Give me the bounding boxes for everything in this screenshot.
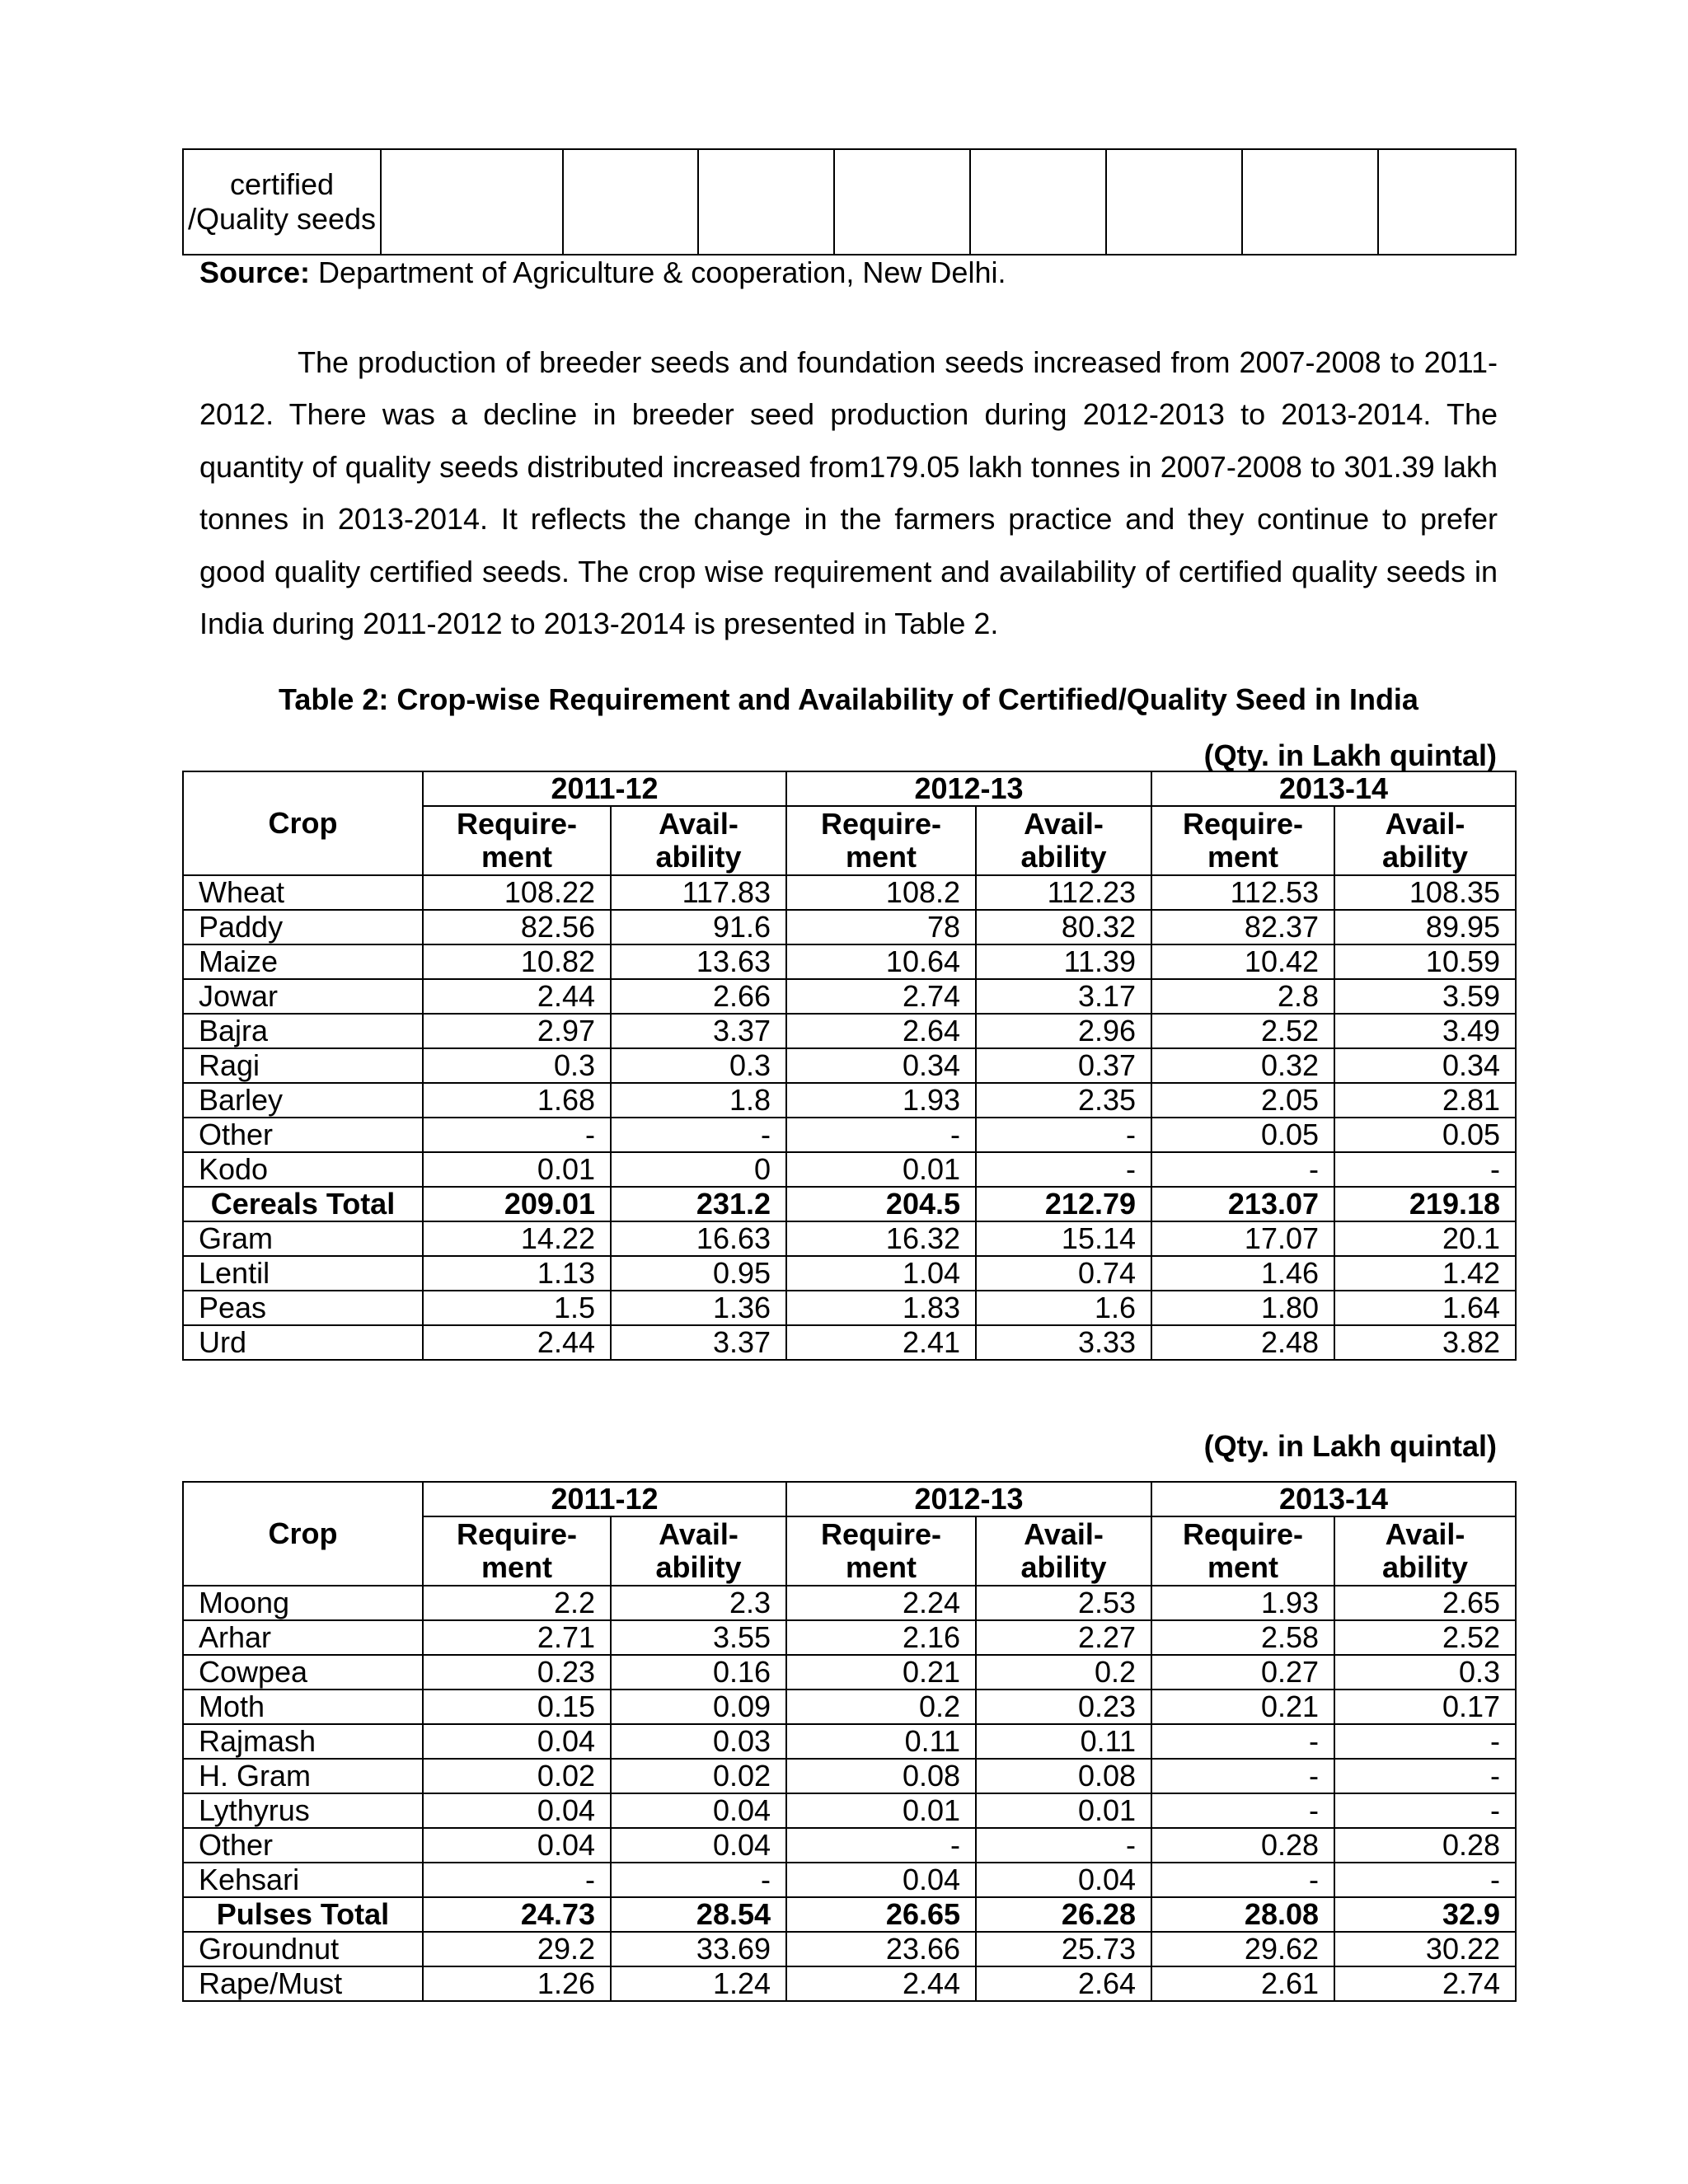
crop-name-cell: Groundnut [183, 1932, 423, 1966]
value-cell: 3.33 [976, 1325, 1151, 1360]
crop-name-cell: Lythyrus [183, 1793, 423, 1828]
value-cell: 1.13 [423, 1256, 611, 1291]
value-cell: 3.55 [611, 1620, 786, 1655]
crop-name-cell: Moth [183, 1690, 423, 1724]
table-row [183, 1083, 1516, 1118]
value-cell: 212.79 [976, 1187, 1151, 1221]
value-cell: 2.64 [786, 1014, 976, 1048]
table-row [183, 1724, 1516, 1759]
table-row [183, 1586, 1516, 1620]
value-cell: 0.01 [786, 1152, 976, 1187]
value-cell: 213.07 [1151, 1187, 1334, 1221]
value-cell: 0.3 [423, 1048, 611, 1083]
value-cell: 2.64 [976, 1966, 1151, 2001]
availability-header: Avail- ability [611, 1516, 786, 1586]
value-cell: 0.04 [611, 1828, 786, 1863]
value-cell: 2.61 [1151, 1966, 1334, 2001]
value-cell: - [1334, 1793, 1516, 1828]
value-cell: 30.22 [1334, 1932, 1516, 1966]
crop-name-cell: Other [183, 1118, 423, 1152]
value-cell: 0.08 [786, 1759, 976, 1793]
value-cell: 0.15 [423, 1690, 611, 1724]
value-cell: 0.05 [1151, 1118, 1334, 1152]
value-cell: - [1334, 1863, 1516, 1897]
value-cell: 0.01 [423, 1152, 611, 1187]
value-cell: 0.27 [1151, 1655, 1334, 1690]
table-row [183, 979, 1516, 1014]
value-cell: 0.28 [1334, 1828, 1516, 1863]
value-cell: 28.54 [611, 1897, 786, 1932]
value-cell: - [1151, 1724, 1334, 1759]
value-cell: 0.02 [611, 1759, 786, 1793]
value-cell: 91.6 [611, 910, 786, 944]
value-cell: 0.08 [976, 1759, 1151, 1793]
value-cell: 82.37 [1151, 910, 1334, 944]
value-cell: 28.08 [1151, 1897, 1334, 1932]
value-cell: 0.2 [786, 1690, 976, 1724]
crop-name-cell: Rajmash [183, 1724, 423, 1759]
crop-name-cell: Kehsari [183, 1863, 423, 1897]
value-cell: 1.42 [1334, 1256, 1516, 1291]
crop-name-cell: Lentil [183, 1256, 423, 1291]
value-cell: 0.09 [611, 1690, 786, 1724]
continuation-table [182, 148, 1517, 255]
value-cell: 0.04 [611, 1793, 786, 1828]
value-cell: 0.04 [423, 1793, 611, 1828]
value-cell: 20.1 [1334, 1221, 1516, 1256]
value-cell: 15.14 [976, 1221, 1151, 1256]
value-cell: 29.62 [1151, 1932, 1334, 1966]
crop-name-cell: Jowar [183, 979, 423, 1014]
table-row [183, 1932, 1516, 1966]
value-cell: 2.53 [976, 1586, 1151, 1620]
value-cell: 2.3 [611, 1586, 786, 1620]
value-cell: 2.41 [786, 1325, 976, 1360]
value-cell: 80.32 [976, 910, 1151, 944]
requirement-header: Require- ment [1151, 1516, 1334, 1586]
source-text: Department of Agriculture & cooperation, New Delhi. [310, 255, 1006, 289]
value-cell: 10.59 [1334, 944, 1516, 979]
value-cell: 24.73 [423, 1897, 611, 1932]
value-cell: - [1334, 1759, 1516, 1793]
value-cell: 0.74 [976, 1256, 1151, 1291]
value-cell: 2.71 [423, 1620, 611, 1655]
value-cell: 204.5 [786, 1187, 976, 1221]
value-cell: 0.01 [786, 1793, 976, 1828]
value-cell: 1.68 [423, 1083, 611, 1118]
value-cell: 0.01 [976, 1793, 1151, 1828]
table-row [183, 1620, 1516, 1655]
value-cell: - [611, 1118, 786, 1152]
value-cell: - [976, 1152, 1151, 1187]
value-cell: 2.74 [1334, 1966, 1516, 2001]
value-cell: 17.07 [1151, 1221, 1334, 1256]
availability-header: Avail- ability [1334, 806, 1516, 875]
value-cell: 0.04 [786, 1863, 976, 1897]
value-cell: 2.16 [786, 1620, 976, 1655]
value-cell: 2.48 [1151, 1325, 1334, 1360]
value-cell: 0.04 [423, 1724, 611, 1759]
value-cell: 0.17 [1334, 1690, 1516, 1724]
value-cell: 10.64 [786, 944, 976, 979]
crop-name-cell: H. Gram [183, 1759, 423, 1793]
value-cell: 108.35 [1334, 875, 1516, 910]
value-cell: 112.53 [1151, 875, 1334, 910]
value-cell: 82.56 [423, 910, 611, 944]
value-cell: 0.95 [611, 1256, 786, 1291]
table-row [183, 1048, 1516, 1083]
value-cell: 2.44 [423, 1325, 611, 1360]
value-cell: 209.01 [423, 1187, 611, 1221]
value-cell: 2.65 [1334, 1586, 1516, 1620]
value-cell: 0.21 [1151, 1690, 1334, 1724]
value-cell: 1.64 [1334, 1291, 1516, 1325]
value-cell: - [1151, 1793, 1334, 1828]
crop-name-cell: Gram [183, 1221, 423, 1256]
crop-name-cell: Other [183, 1828, 423, 1863]
value-cell: 89.95 [1334, 910, 1516, 944]
value-cell: 2.35 [976, 1083, 1151, 1118]
value-cell: - [423, 1863, 611, 1897]
table-row [183, 1014, 1516, 1048]
value-cell: 117.83 [611, 875, 786, 910]
crop-name-cell: Rape/Must [183, 1966, 423, 2001]
value-cell: 2.58 [1151, 1620, 1334, 1655]
source-note [199, 255, 1006, 290]
table-row [183, 1152, 1516, 1187]
value-cell: 1.26 [423, 1966, 611, 2001]
value-cell: 2.44 [786, 1966, 976, 2001]
value-cell: 1.80 [1151, 1291, 1334, 1325]
value-cell: 0.03 [611, 1724, 786, 1759]
value-cell: 2.2 [423, 1586, 611, 1620]
value-cell: 0 [611, 1152, 786, 1187]
crop-name-cell: Arhar [183, 1620, 423, 1655]
value-cell: 16.32 [786, 1221, 976, 1256]
value-cell: 1.83 [786, 1291, 976, 1325]
crop-name-cell: Peas [183, 1291, 423, 1325]
header-row-years [183, 771, 1516, 806]
crop-name-cell: Ragi [183, 1048, 423, 1083]
value-cell: 78 [786, 910, 976, 944]
value-cell: 1.04 [786, 1256, 976, 1291]
table-row [183, 1655, 1516, 1690]
value-cell: - [1334, 1724, 1516, 1759]
table-row [183, 1966, 1516, 2001]
value-cell: 26.28 [976, 1897, 1151, 1932]
crop-header: Crop [183, 1482, 423, 1586]
value-cell: 1.93 [1151, 1586, 1334, 1620]
value-cell: 0.34 [786, 1048, 976, 1083]
availability-header: Avail- ability [976, 1516, 1151, 1586]
value-cell: 2.44 [423, 979, 611, 1014]
value-cell: 0.02 [423, 1759, 611, 1793]
year-header: 2013-14 [1151, 771, 1516, 806]
unit-note: (Qty. in Lakh quintal) [1203, 1429, 1497, 1463]
value-cell: 2.97 [423, 1014, 611, 1048]
value-cell: 0.23 [423, 1655, 611, 1690]
value-cell: 0.16 [611, 1655, 786, 1690]
value-cell: 10.42 [1151, 944, 1334, 979]
value-cell: 33.69 [611, 1932, 786, 1966]
value-cell: 108.22 [423, 875, 611, 910]
value-cell: 0.23 [976, 1690, 1151, 1724]
value-cell: - [1334, 1152, 1516, 1187]
value-cell: 0.3 [611, 1048, 786, 1083]
table-row [183, 1325, 1516, 1360]
value-cell: 26.65 [786, 1897, 976, 1932]
table-title: Table 2: Crop-wise Requirement and Availability of Certified/Quality Seed in India [279, 682, 1418, 716]
seed-table-part-2 [182, 1481, 1517, 2002]
value-cell: 0.11 [976, 1724, 1151, 1759]
value-cell: 0.3 [1334, 1655, 1516, 1690]
crop-name-cell: Moong [183, 1586, 423, 1620]
table-row [183, 149, 1516, 255]
value-cell: - [976, 1118, 1151, 1152]
value-cell: 231.2 [611, 1187, 786, 1221]
value-cell: 29.2 [423, 1932, 611, 1966]
table-row [183, 1828, 1516, 1863]
value-cell: 2.81 [1334, 1083, 1516, 1118]
value-cell: 2.66 [611, 979, 786, 1014]
value-cell: 23.66 [786, 1932, 976, 1966]
crop-header: Crop [183, 771, 423, 875]
value-cell: 0.2 [976, 1655, 1151, 1690]
value-cell: 0.05 [1334, 1118, 1516, 1152]
unit-note: (Qty. in Lakh quintal) [1203, 738, 1497, 772]
requirement-header: Require- ment [786, 806, 976, 875]
value-cell: 3.59 [1334, 979, 1516, 1014]
value-cell: 14.22 [423, 1221, 611, 1256]
table-row [183, 1793, 1516, 1828]
source-label: Source: [199, 255, 311, 289]
value-cell: 11.39 [976, 944, 1151, 979]
continuation-first-cell: certified /Quality seeds [183, 149, 381, 255]
crop-name-cell: Urd [183, 1325, 423, 1360]
value-cell: - [423, 1118, 611, 1152]
value-cell: 10.82 [423, 944, 611, 979]
value-cell: 0.32 [1151, 1048, 1334, 1083]
value-cell: 25.73 [976, 1932, 1151, 1966]
value-cell: - [1151, 1863, 1334, 1897]
total-row [183, 1897, 1516, 1932]
year-header: 2013-14 [1151, 1482, 1516, 1516]
value-cell: 3.82 [1334, 1325, 1516, 1360]
value-cell: 2.52 [1334, 1620, 1516, 1655]
table-row [183, 910, 1516, 944]
value-cell: - [1151, 1152, 1334, 1187]
crop-name-cell: Wheat [183, 875, 423, 910]
crop-name-cell: Cowpea [183, 1655, 423, 1690]
value-cell: 1.36 [611, 1291, 786, 1325]
value-cell: - [786, 1118, 976, 1152]
table-row [183, 1118, 1516, 1152]
value-cell: 3.49 [1334, 1014, 1516, 1048]
table-row [183, 944, 1516, 979]
value-cell: 1.5 [423, 1291, 611, 1325]
value-cell: - [1151, 1759, 1334, 1793]
value-cell: 1.93 [786, 1083, 976, 1118]
value-cell: 13.63 [611, 944, 786, 979]
value-cell: 2.24 [786, 1586, 976, 1620]
value-cell: - [611, 1863, 786, 1897]
year-header: 2012-13 [786, 1482, 1151, 1516]
value-cell: 32.9 [1334, 1897, 1516, 1932]
crop-name-cell: Barley [183, 1083, 423, 1118]
value-cell: 2.96 [976, 1014, 1151, 1048]
crop-name-cell: Bajra [183, 1014, 423, 1048]
crop-name-cell: Kodo [183, 1152, 423, 1187]
crop-name-cell: Paddy [183, 910, 423, 944]
value-cell: 108.2 [786, 875, 976, 910]
header-row-years [183, 1482, 1516, 1516]
value-cell: 219.18 [1334, 1187, 1516, 1221]
availability-header: Avail- ability [611, 806, 786, 875]
value-cell: 16.63 [611, 1221, 786, 1256]
value-cell: 0.11 [786, 1724, 976, 1759]
value-cell: 3.17 [976, 979, 1151, 1014]
value-cell: 3.37 [611, 1014, 786, 1048]
value-cell: 0.04 [976, 1863, 1151, 1897]
value-cell: 112.23 [976, 875, 1151, 910]
value-cell: 2.8 [1151, 979, 1334, 1014]
value-cell: 0.04 [423, 1828, 611, 1863]
value-cell: 0.34 [1334, 1048, 1516, 1083]
requirement-header: Require- ment [423, 806, 611, 875]
requirement-header: Require- ment [1151, 806, 1334, 875]
total-row [183, 1187, 1516, 1221]
value-cell: - [786, 1828, 976, 1863]
value-cell: 2.27 [976, 1620, 1151, 1655]
year-header: 2012-13 [786, 771, 1151, 806]
table-row [183, 1256, 1516, 1291]
table-row [183, 1690, 1516, 1724]
availability-header: Avail- ability [976, 806, 1151, 875]
value-cell: 1.6 [976, 1291, 1151, 1325]
value-cell: 1.46 [1151, 1256, 1334, 1291]
value-cell: - [976, 1828, 1151, 1863]
requirement-header: Require- ment [786, 1516, 976, 1586]
table-row [183, 1291, 1516, 1325]
value-cell: 0.21 [786, 1655, 976, 1690]
crop-name-cell: Cereals Total [183, 1187, 423, 1221]
availability-header: Avail- ability [1334, 1516, 1516, 1586]
value-cell: 0.37 [976, 1048, 1151, 1083]
value-cell: 0.28 [1151, 1828, 1334, 1863]
year-header: 2011-12 [423, 1482, 786, 1516]
value-cell: 1.24 [611, 1966, 786, 2001]
value-cell: 2.74 [786, 979, 976, 1014]
body-paragraph: The production of breeder seeds and foundation seeds increased from 2007-2008 to 2011-2012. There was a decline in breeder seed production during 2012-2013 to 2013-2014. The quantity of quality seeds distributed increased from179.05 lakh tonnes in 2007-2008 to 301.39 lakh tonnes in 2013-2014. It reflects the change in the farmers practice and they continue to prefer good quality certified seeds. The crop wise requirement and availability of certified quality seeds in India during 2011-2012 to 2013-2014 is presented in Table 2. [199, 345, 1498, 641]
value-cell: 1.8 [611, 1083, 786, 1118]
value-cell: 3.37 [611, 1325, 786, 1360]
requirement-header: Require- ment [423, 1516, 611, 1586]
table-row [183, 1863, 1516, 1897]
value-cell: 2.52 [1151, 1014, 1334, 1048]
table-row [183, 1221, 1516, 1256]
value-cell: 2.05 [1151, 1083, 1334, 1118]
table-row [183, 1759, 1516, 1793]
year-header: 2011-12 [423, 771, 786, 806]
crop-name-cell: Maize [183, 944, 423, 979]
seed-table-part-1 [182, 771, 1517, 1361]
crop-name-cell: Pulses Total [183, 1897, 423, 1932]
table-row [183, 875, 1516, 910]
